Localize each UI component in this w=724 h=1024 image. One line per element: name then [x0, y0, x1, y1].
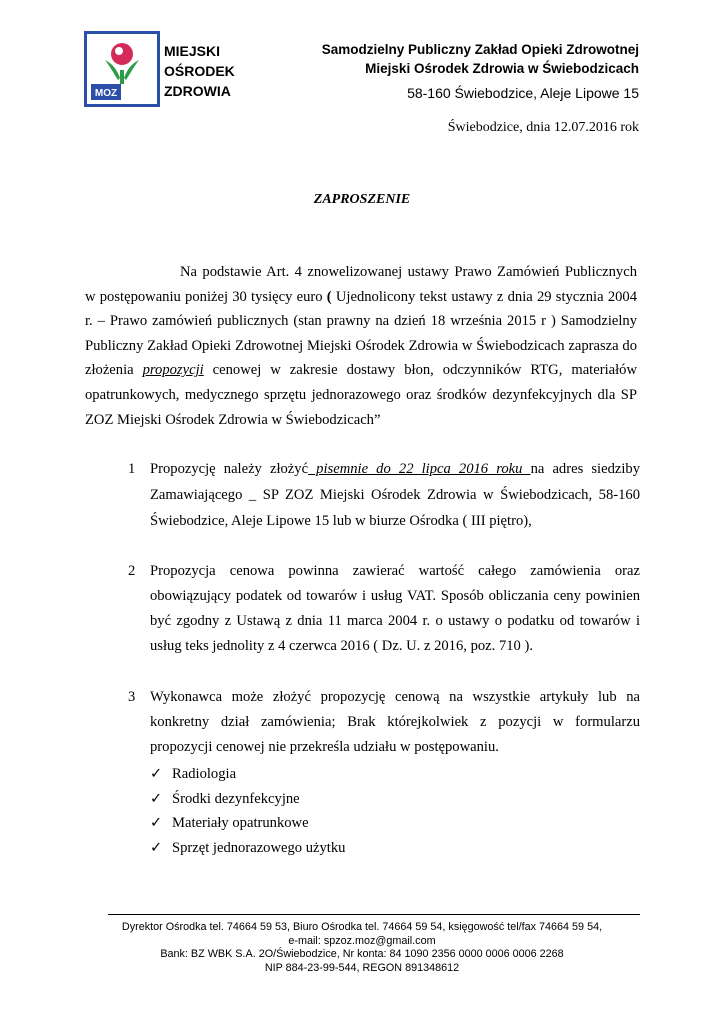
badge-text: MOZ: [94, 88, 118, 99]
checklist-item-label: Sprzęt jednorazowego użytku: [172, 839, 346, 856]
logo-line-2: OŚRODEK: [164, 63, 235, 79]
list-item: [128, 559, 640, 659]
intro-emphasis: propozycji: [142, 362, 204, 379]
document-date: Świebodzice, dnia 12.07.2016 rok: [447, 120, 639, 135]
footer: [0, 921, 724, 975]
intro-text-3: cenowej w zakresie dostawy błon, odczynników RTG, materiałów opatrunkowych, medycznego sprzętu jednorazowego oraz środków dezynfekcyjnych dla SP ZOZ Miejski Ośrodek Zdrowia w Świebodzicach”: [85, 362, 637, 428]
checkmark-icon: ✓: [150, 839, 163, 856]
intro-paragraph: [85, 260, 637, 432]
checkmark-icon: ✓: [150, 790, 163, 807]
footer-email: e-mail: spzoz.moz@gmail.com: [288, 934, 436, 947]
list-item: [128, 685, 640, 760]
footer-nip-regon: NIP 884-23-99-544, REGON 891348612: [264, 961, 460, 974]
checklist-item-label: Środki dezynfekcyjne: [172, 790, 300, 807]
logo-line-1: MIEJSKI: [164, 43, 221, 59]
stem-shape: [120, 70, 124, 84]
checklist-item: [150, 811, 345, 836]
footer-bank: Bank: BZ WBK S.A. 2O/Świebodzice, Nr konta: 84 1090 2356 0000 0006 0006 2268: [160, 948, 564, 960]
flower-logo-icon: [87, 34, 157, 104]
list-item-text-pre: Propozycję należy złożyć: [150, 461, 309, 477]
list-item-number: 2: [128, 563, 136, 579]
list-item-text: Propozycja cenowa powinna zawierać wartość całego zamówienia oraz obowiązujący podatek od towarów i usług VAT. Sposób obliczania ceny powinien być zgodny z Ustawą z dnia 11 marca 2004 r. o ustawy o podatku od towarów i usług teks jednolity z 4 czerwca 2016 ( Dz. U. z 2016, poz. 710 ).: [150, 563, 640, 654]
checklist: [150, 762, 345, 860]
header-unit: Miejski Ośrodek Zdrowia w Świebodzicach: [365, 61, 639, 76]
checklist-item-label: Radiologia: [172, 766, 237, 782]
list-item-text: [150, 456, 640, 534]
checklist-item: [150, 762, 345, 787]
header-address: 58-160 Świebodzice, Aleje Lipowe 15: [407, 85, 639, 101]
logo-line-3: ZDROWIA: [164, 83, 231, 99]
list-item-text: Wykonawca może złożyć propozycję cenową na wszystkie artykuły lub na konkretny dział zamówienia; Brak którejkolwiek z pozycji w formularzu propozycji cenowej nie przekreśla udziału w postępowaniu.: [150, 689, 640, 755]
list-item: [128, 456, 640, 534]
footer-contacts: Dyrektor Ośrodka tel. 74664 59 53, Biuro Ośrodka tel. 74664 59 54, księgowość tel/fax 74664 59 54,: [121, 921, 603, 933]
intro-paren: (: [326, 288, 332, 305]
list-item-number: 3: [128, 689, 136, 705]
header-institution: Samodzielny Publiczny Zakład Opieki Zdrowotnej: [321, 42, 639, 57]
intro-text-1: Na podstawie Art. 4 znowelizowanej ustawy Prawo Zamówień Publicznych w postępowaniu poniżej 30 tysięcy euro: [85, 264, 637, 305]
list-item-text-post: na adres siedziby Zamawiającego _ SP ZOZ Miejski Ośrodek Zdrowia w Świebodzicach, 58-160 Świebodzice, Aleje Lipowe 15 lub w biurze Ośrodka ( III piętro),: [150, 461, 641, 529]
checklist-item: [150, 787, 345, 812]
logo: [84, 31, 160, 107]
page-title: ZAPROSZENIE: [313, 192, 411, 207]
checklist-item: [150, 836, 345, 861]
intro-text-2: Ujednolicony tekst ustawy z dnia 29 stycznia 2004 r. – Prawo zamówień publicznych (stan prawny na dzień 18 września 2015 r ) Samodzielny Publiczny Zakład Opieki Zdrowotnej Miejski Ośrodek Zdrowia w Świebodzicach zaprasza do złożenia: [85, 288, 638, 379]
flower-highlight-shape: [115, 47, 123, 55]
footer-divider: [108, 914, 640, 915]
checkmark-icon: ✓: [150, 815, 163, 832]
deadline-emphasis: pisemnie do 22 lipca 2016 roku: [308, 461, 531, 477]
checklist-item-label: Materiały opatrunkowe: [172, 815, 309, 832]
flower-head-shape: [111, 43, 133, 65]
checkmark-icon: ✓: [150, 766, 163, 782]
logo-wordmark: [164, 41, 235, 101]
list-item-number: 1: [128, 461, 136, 477]
